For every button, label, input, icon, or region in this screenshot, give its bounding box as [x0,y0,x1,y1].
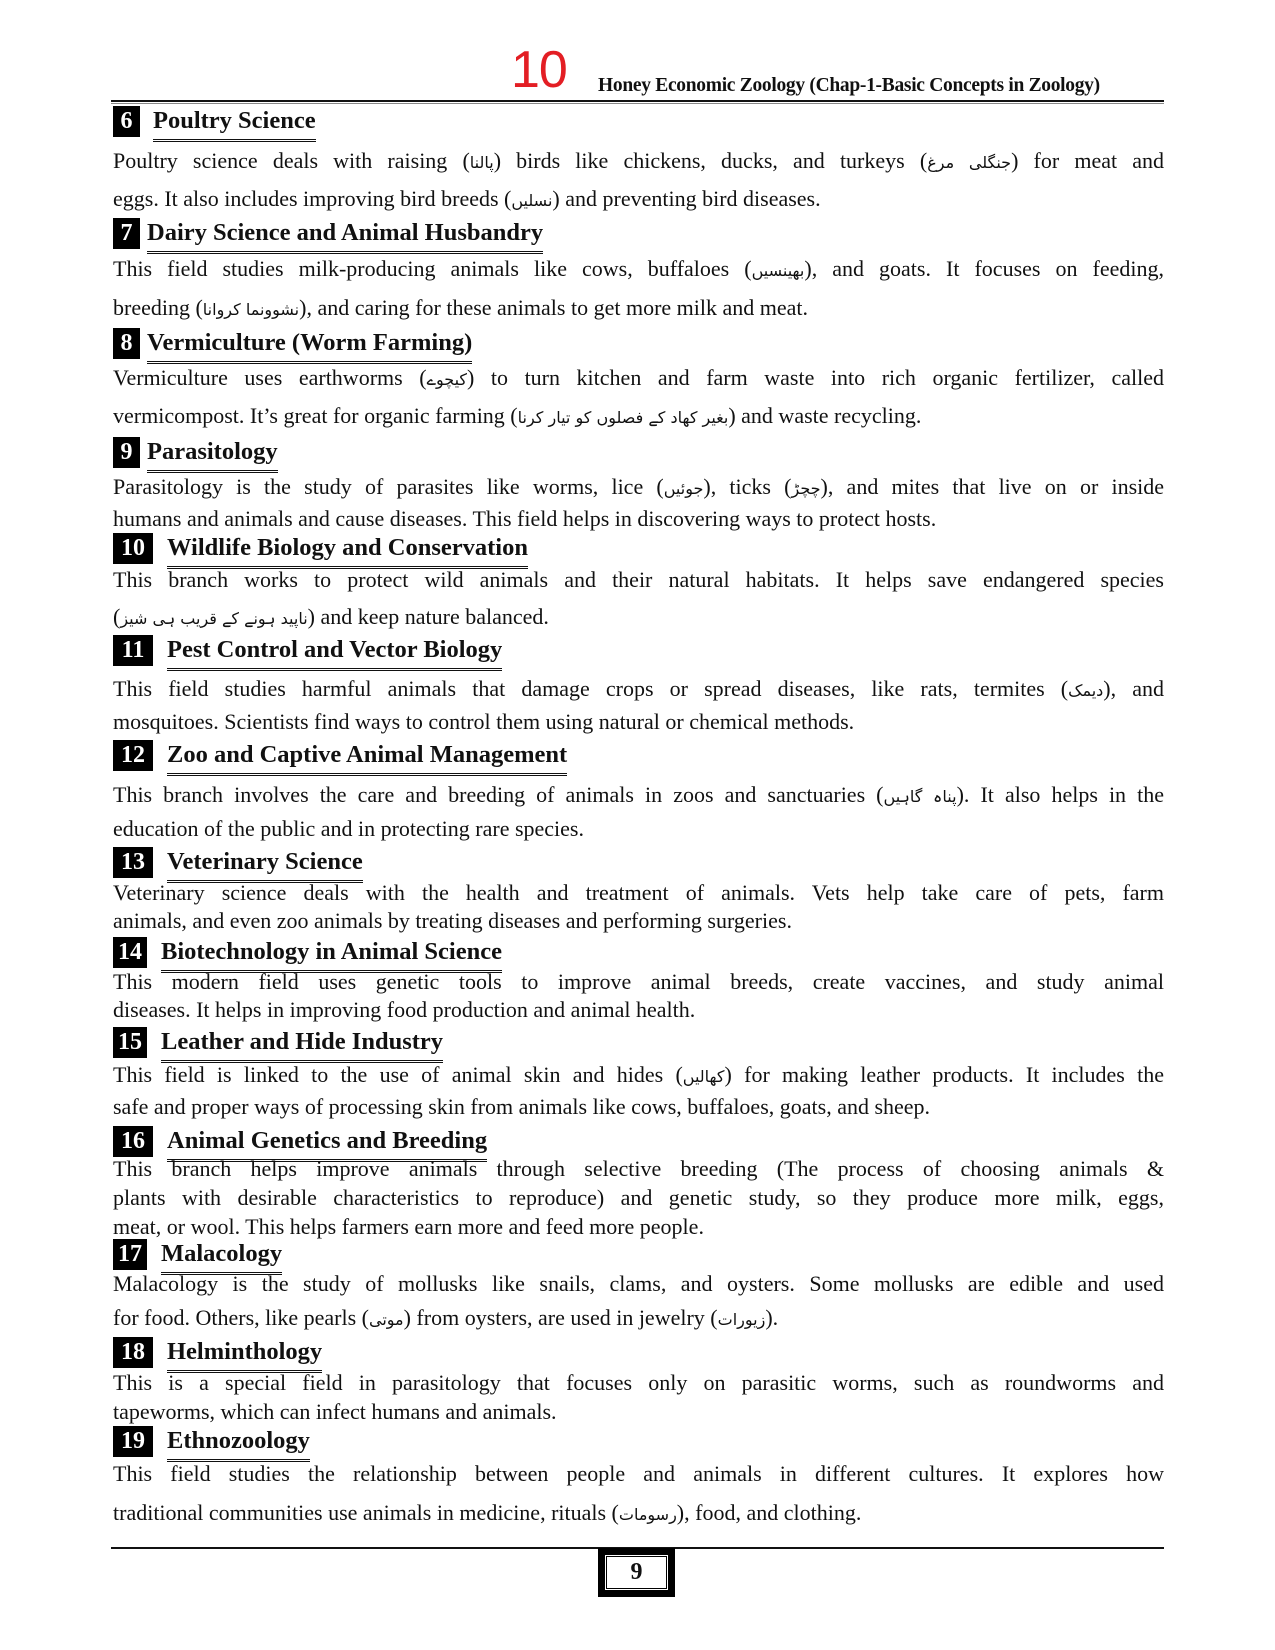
paragraph-line: This field studies milk-producing animals like cows, buffaloes (بھینسیں), and goats. It focuses on feeding, [113,256,1164,281]
paragraph-line: eggs. It also includes improving bird breeds (نسلیں) and preventing bird diseases. [113,186,821,211]
paragraph-line: Poultry science deals with raising (پالنا) birds like chickens, ducks, and turkeys (جنگلی مرغ) for meat and [113,148,1165,173]
paragraph-line: safe and proper ways of processing skin from animals like cows, buffaloes, goats, and sheep. [113,1094,931,1119]
section-heading: Vermiculture (Worm Farming) [147,329,472,364]
paragraph-line: This branch helps improve animals through selective breeding (The process of choosing animals & [113,1156,1164,1181]
section-heading: Helminthology [167,1338,322,1373]
header-divider [111,100,1164,102]
paragraph-line: breeding (نشوونما کروانا), and caring for these animals to get more milk and meat. [113,295,809,320]
paragraph-line: This field is linked to the use of animal skin and hides (کھالیں) for making leather products. It includes the [113,1062,1164,1087]
section-number-badge: 19 [113,1426,153,1457]
paragraph-line: humans and animals and cause diseases. This field helps in discovering ways to protect hosts. [113,506,937,531]
section-number-badge: 14 [113,937,147,968]
urdu-translation: جوئیں [663,479,704,498]
section-number-badge: 15 [113,1027,147,1058]
urdu-translation: دیمک [1068,681,1104,700]
paragraph-line: meat, or wool. This helps farmers earn more and feed more people. [113,1214,704,1239]
paragraph-line: This branch works to protect wild animals and their natural habitats. It helps save endangered species [113,567,1164,592]
section-number-badge: 12 [113,740,153,771]
urdu-translation: نشوونما کروانا [202,300,300,319]
paragraph-line: traditional communities use animals in medicine, rituals (رسومات), food, and clothing. [113,1500,862,1525]
urdu-translation: رسومات [618,1505,677,1524]
paragraph-line: This modern field uses genetic tools to improve animal breeds, create vaccines, and study animal [113,969,1164,994]
section-number-badge: 8 [113,328,140,359]
paragraph-line: This is a special field in parasitology that focuses only on parasitic worms, such as roundworms and [113,1370,1164,1395]
paragraph-line: (ناپید ہونے کے قریب ہی شیز) and keep nature balanced. [113,604,549,629]
section-heading: Leather and Hide Industry [161,1028,443,1063]
section-heading: Pest Control and Vector Biology [167,636,502,671]
urdu-translation: کھالیں [682,1067,725,1086]
paragraph-line: mosquitoes. Scientists find ways to control them using natural or chemical methods. [113,709,855,734]
paragraph-line: This field studies harmful animals that damage crops or spread diseases, like rats, termites (دیمک), and [113,676,1165,701]
urdu-translation: موتی [368,1310,404,1329]
paragraph-line: vermicompost. It’s great for organic farming (بغیر کھاد کے فصلوں کو تیار کرنا) and waste recycling. [113,403,922,428]
section-heading: Ethnozoology [167,1427,310,1462]
paragraph-line: animals, and even zoo animals by treating diseases and performing surgeries. [113,908,792,933]
section-number-badge: 16 [113,1126,153,1157]
section-number-badge: 11 [113,635,153,666]
section-heading: Malacology [161,1240,282,1275]
section-number-badge: 6 [113,106,140,137]
section-number-badge: 13 [113,847,153,878]
paragraph-line: This field studies the relationship between people and animals in different cultures. It explores how [113,1461,1164,1486]
section-heading: Dairy Science and Animal Husbandry [147,219,543,254]
paragraph-line: for food. Others, like pearls (موتی) from oysters, are used in jewelry (زیورات). [113,1305,779,1330]
urdu-translation: بھینسیں [751,261,805,280]
section-heading: Animal Genetics and Breeding [167,1127,487,1162]
urdu-translation: زیورات [717,1310,766,1329]
urdu-translation: ناپید ہونے کے قریب ہی شیز [120,609,308,628]
paragraph-line: tapeworms, which can infect humans and animals. [113,1399,557,1424]
urdu-translation: نسلیں [511,191,553,210]
section-heading: Veterinary Science [167,848,363,883]
paragraph-line: Veterinary science deals with the health and treatment of animals. Vets help take care of pets, farm [113,880,1164,905]
header-divider-thin [111,103,1164,104]
section-number-badge: 7 [113,218,140,249]
paragraph-line: This branch involves the care and breeding of animals in zoos and sanctuaries (پناہ گاہیں). It also helps in the [113,782,1164,807]
section-heading: Wildlife Biology and Conservation [167,534,528,569]
paragraph-line: diseases. It helps in improving food production and animal health. [113,997,696,1022]
paragraph-line: education of the public and in protecting rare species. [113,816,584,841]
paragraph-line: Parasitology is the study of parasites like worms, lice (جوئیں), ticks (چچڑ), and mites that live on or inside [113,474,1165,499]
urdu-translation: بغیر کھاد کے فصلوں کو تیار کرنا [517,408,729,427]
section-heading: Biotechnology in Animal Science [161,938,502,973]
urdu-translation: جنگلی مرغ [927,153,1012,172]
urdu-translation: چچڑ [791,479,821,498]
urdu-translation: پناہ گاہیں [883,787,957,806]
section-heading: Poultry Science [153,107,316,142]
paragraph-line: Vermiculture uses earthworms (کیچوے) to turn kitchen and farm waste into rich organic fertilizer, called [113,365,1165,390]
urdu-translation: کیچوے [426,370,468,389]
section-heading: Zoo and Captive Animal Management [167,741,567,776]
page-number: 9 [630,1559,643,1585]
section-number-badge: 10 [113,533,153,564]
section-number-badge: 9 [113,437,140,468]
paragraph-line: plants with desirable characteristics to reproduce) and genetic study, so they produce more milk, eggs, [113,1185,1164,1210]
section-number-badge: 17 [113,1239,147,1270]
running-header-title: Honey Economic Zoology (Chap-1-Basic Concepts in Zoology) [598,75,1100,96]
section-heading: Parasitology [147,438,278,473]
chapter-number: 10 [511,41,567,99]
section-number-badge: 18 [113,1337,153,1368]
paragraph-line: Malacology is the study of mollusks like snails, clams, and oysters. Some mollusks are edible and used [113,1271,1164,1296]
urdu-translation: پالنا [469,153,494,172]
